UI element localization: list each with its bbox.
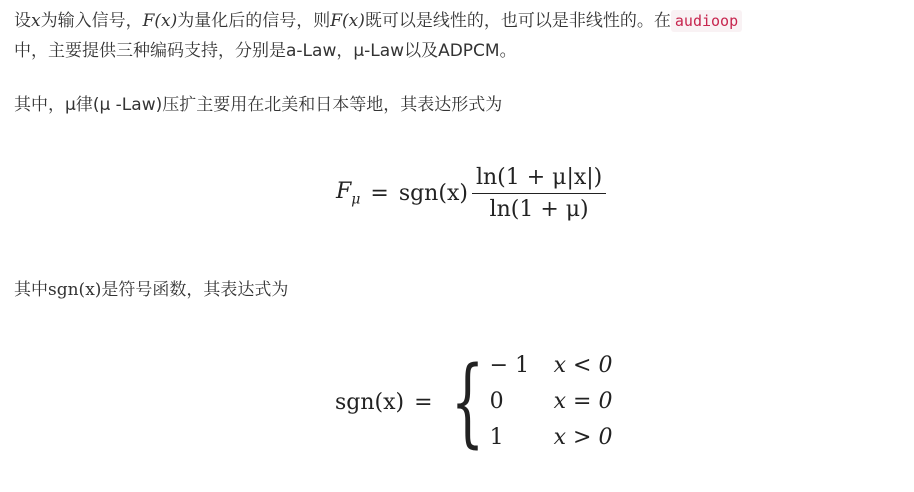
paragraph-mu-law: 其中，μ律(μ -Law)压扩主要用在北美和日本等地，其表达形式为 (14, 95, 503, 115)
eq2-lhs: sgn(x) (335, 389, 405, 415)
case-2-condition: x = 0 (553, 389, 613, 414)
intro-text-4: 既可以是线性的，也可以是非线性的。在 (364, 11, 671, 31)
eq1-denominator: ln(1 + μ) (489, 197, 589, 222)
intro-text-1: 设 (14, 11, 31, 31)
eq1-lhs: $F_\mu$ (336, 179, 361, 208)
intro-text-3: 为量化后的信号，则 (177, 11, 331, 31)
case-3-value: 1 (489, 425, 504, 450)
equation-mu-law (336, 165, 606, 222)
eq2-equals: = (414, 389, 433, 415)
case-1-condition: x < 0 (553, 353, 613, 378)
case-3-condition: x > 0 (553, 425, 613, 450)
left-brace-icon: { (450, 346, 484, 458)
math-x: x (31, 11, 41, 31)
case-1-value: − 1 (489, 353, 530, 378)
math-sgn-inline: sgn(x) (48, 280, 102, 300)
inline-code-audioop: audioop (671, 10, 742, 32)
case-2-value: 0 (489, 389, 504, 414)
eq1-numerator: ln(1 + μ|x|) (472, 165, 606, 194)
eq1-fraction (472, 165, 606, 222)
sgn-text-2: 是符号函数，其表达式为 (101, 280, 289, 300)
math-Fx-2: F(x) (330, 11, 365, 31)
equation-sgn (335, 346, 613, 458)
eq1-sgn: sgn(x) (398, 181, 468, 206)
cases-grid (490, 350, 613, 454)
sgn-text-1: 其中 (14, 280, 48, 300)
paragraph-intro (14, 6, 902, 66)
intro-text-2: 为输入信号， (40, 11, 143, 31)
intro-text-5: 中，主要提供三种编码支持，分别是a-Law，μ-Law以及ADPCM。 (14, 41, 517, 61)
paragraph-sgn (14, 275, 902, 305)
eq1-equals: = (370, 181, 389, 206)
math-Fx-1: F(x) (142, 11, 178, 31)
